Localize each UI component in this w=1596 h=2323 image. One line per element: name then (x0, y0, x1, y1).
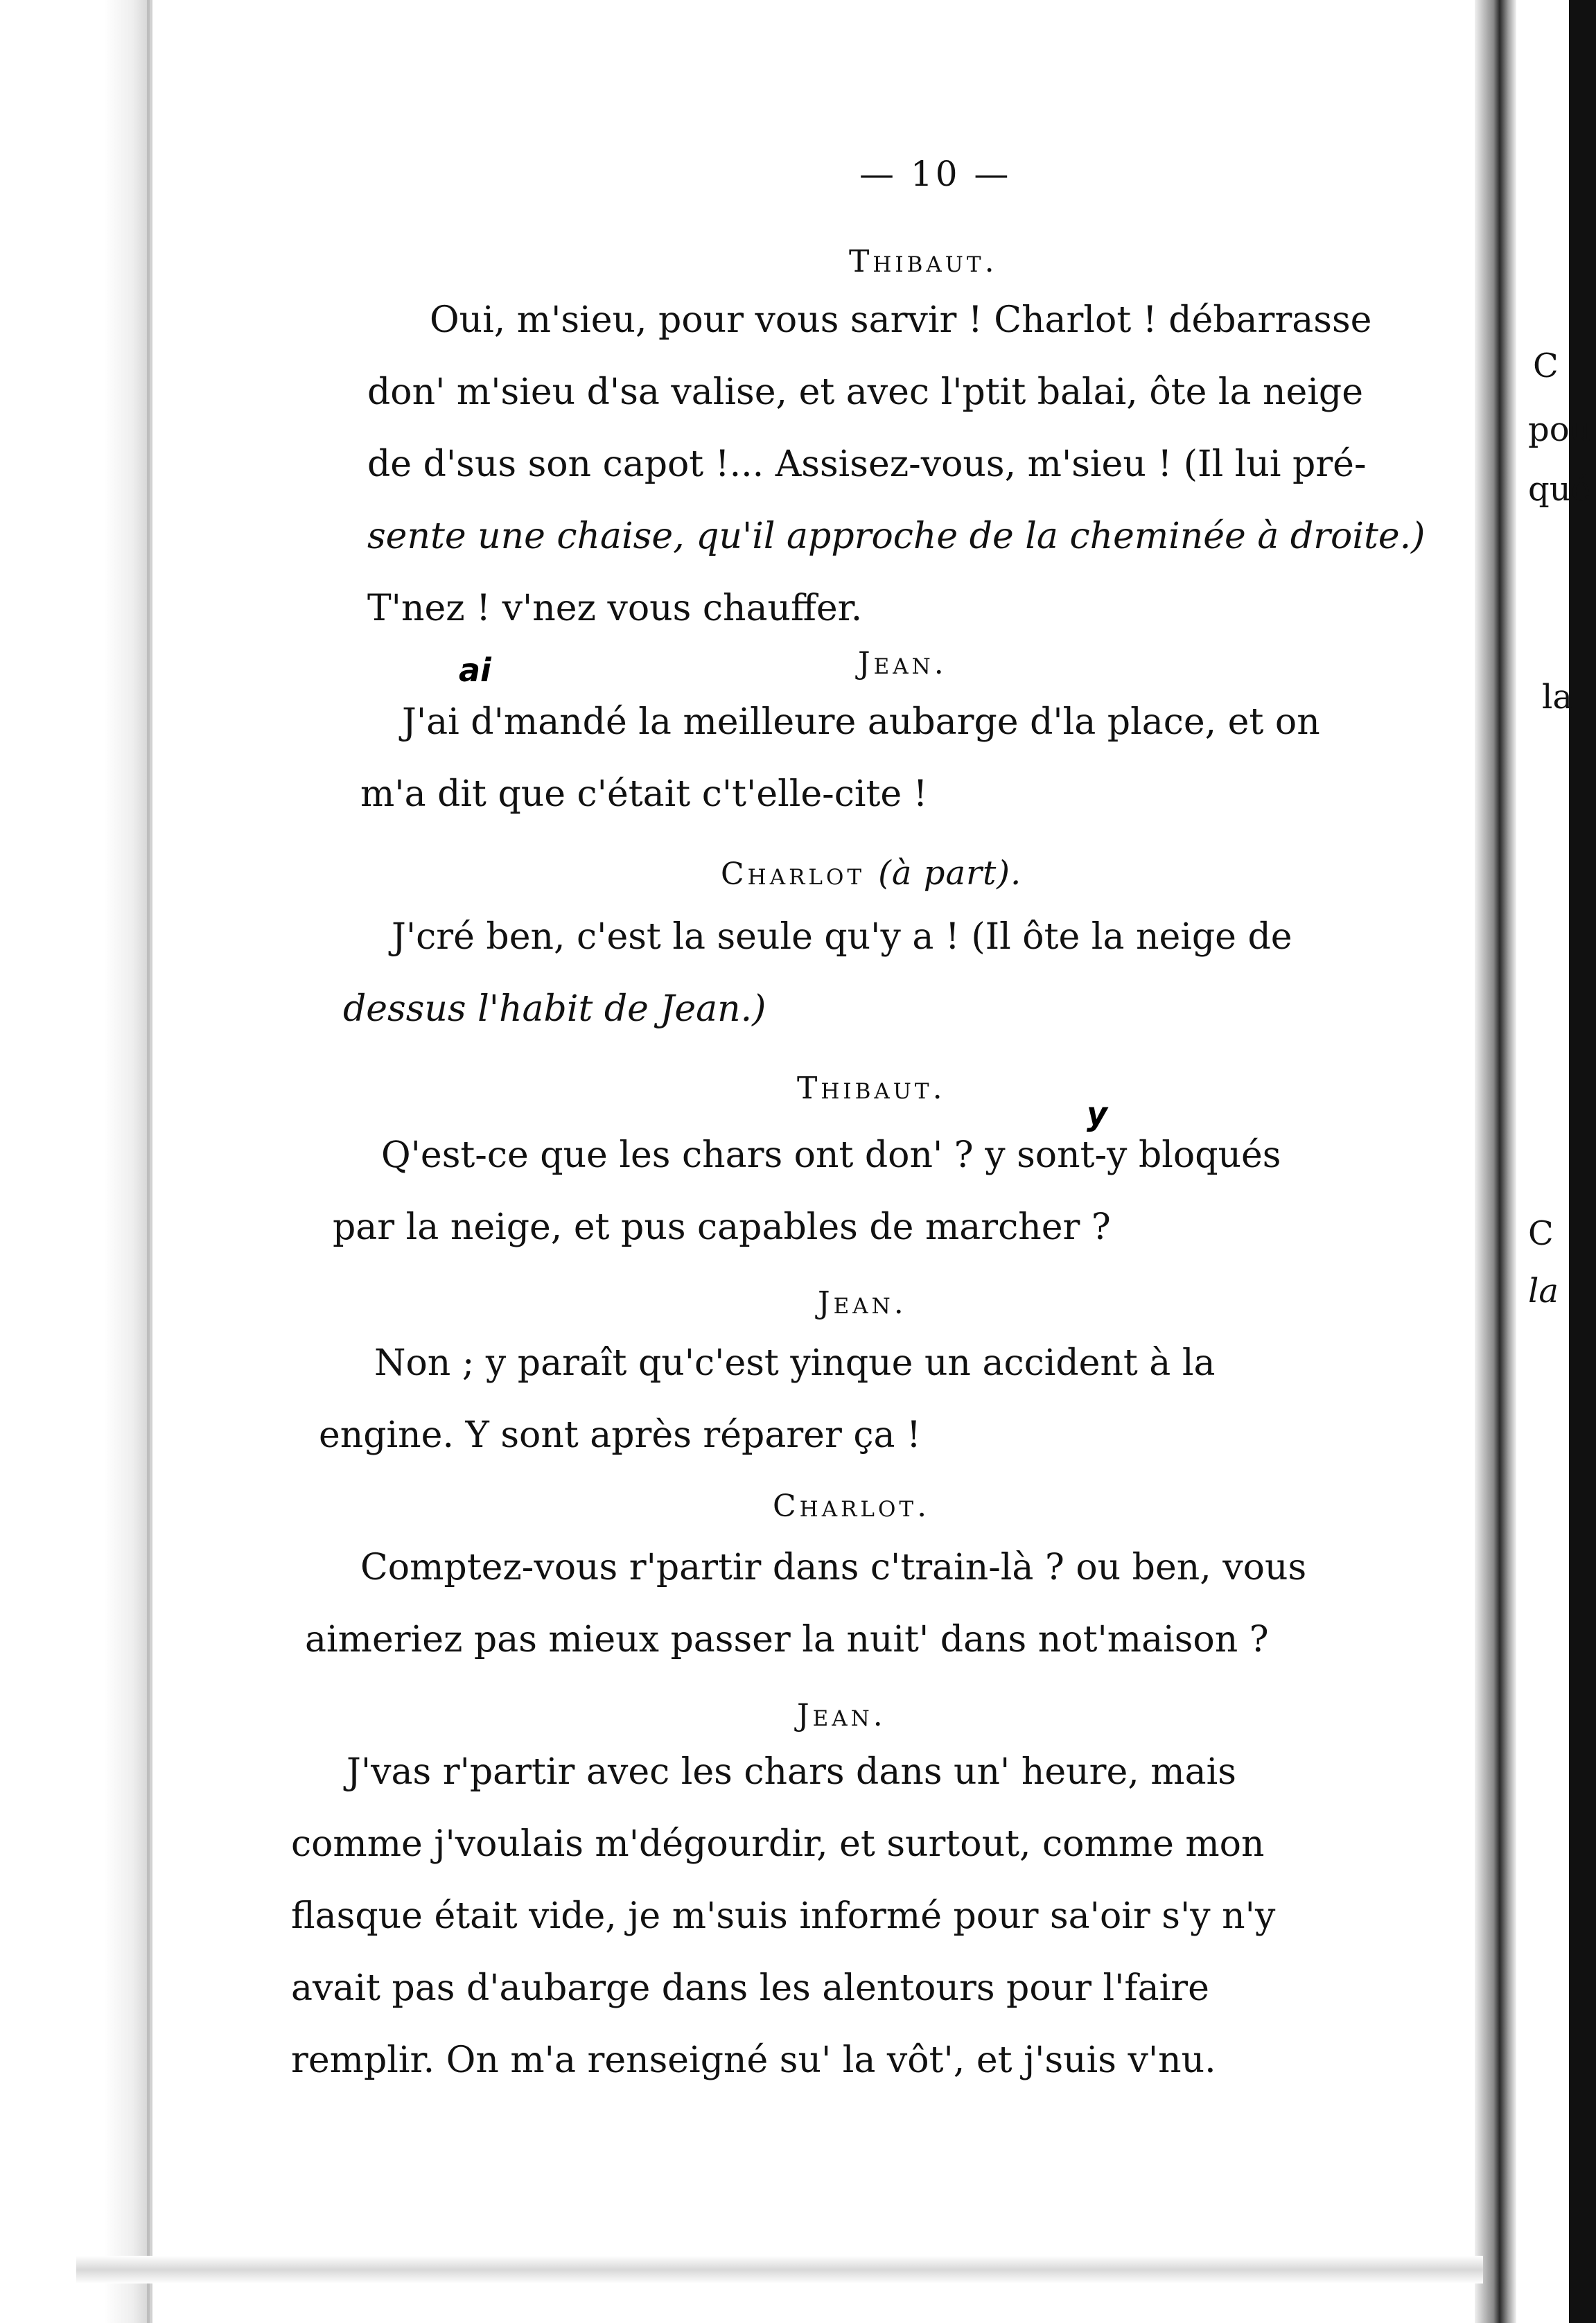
adjacent-page-fragment: pou (1528, 410, 1591, 449)
speaker-name: Charlot. (773, 1489, 931, 1524)
dialogue-line: Oui, m'sieu, pour vous sarvir ! Charlot ! débarrasse (430, 299, 1372, 341)
dialogue-line: Non ; y paraît qu'c'est yinque un accident à la (374, 1342, 1216, 1384)
dialogue-paragraph (367, 284, 1480, 645)
page-gutter (1475, 0, 1516, 2323)
dialogue-paragraph (291, 1736, 1400, 2096)
scan-border-right (1569, 0, 1596, 2323)
dialogue-paragraph (360, 686, 1459, 830)
speaker-name (721, 854, 1021, 893)
speaker-name: Jean. (818, 1286, 907, 1321)
speaker-name-text: Charlot (721, 857, 866, 892)
adjacent-page-fragment: C (1533, 347, 1559, 385)
speaker-name: Thibaut. (797, 1071, 946, 1106)
dialogue-line: engine. Y sont après réparer ça ! (319, 1414, 921, 1456)
dialogue-line: comme j'voulais m'dégourdir, et surtout, comme mon (291, 1823, 1265, 1865)
dialogue-line: remplir. On m'a renseigné su' la vôt', et j'suis v'nu. (291, 2040, 1216, 2081)
binding-edge (147, 0, 150, 2323)
dialogue-line: par la neige, et pus capables de marcher ? (333, 1207, 1111, 1248)
adjacent-page-fragment: qué (1528, 470, 1591, 509)
dialogue-line: de d'sus son capot !... Assisez-vous, m'sieu ! (Il lui pré- (367, 444, 1367, 485)
binding-shadow (104, 0, 152, 2323)
speaker-direction: (à part). (878, 854, 1022, 893)
speaker-name: Thibaut. (849, 244, 998, 279)
adjacent-page-fragment: la (1542, 678, 1572, 717)
dialogue-line: avait pas d'aubarge dans les alentours pour l'faire (291, 1967, 1209, 2009)
adjacent-page-fragment: la (1528, 1272, 1559, 1310)
speaker-name: Jean. (797, 1698, 886, 1733)
handwritten-correction: ai (459, 651, 491, 689)
dialogue-line: Q'est-ce que les chars ont don' ? y sont-y bloqués (381, 1134, 1281, 1176)
dialogue-line: don' m'sieu d'sa valise, et avec l'ptit balai, ôte la neige (367, 371, 1363, 413)
stage-direction-line: dessus l'habit de Jean.) (343, 988, 766, 1030)
speaker-name: Jean. (858, 646, 947, 681)
dialogue-line: J'cré ben, c'est la seule qu'y a ! (Il ôte la neige de (392, 916, 1292, 958)
scan-margin-left (0, 0, 82, 2323)
dialogue-line: m'a dit que c'était c't'elle-cite ! (360, 773, 928, 815)
handwritten-correction: y (1087, 1095, 1107, 1132)
dialogue-line: Comptez-vous r'partir dans c'train-là ? ou ben, vous (360, 1547, 1307, 1588)
dialogue-line: T'nez ! v'nez vous chauffer. (367, 588, 863, 629)
page-bottom-edge (76, 2256, 1483, 2283)
dialogue-paragraph (319, 1327, 1421, 1471)
dialogue-paragraph (333, 1119, 1441, 1263)
stage-direction-line: sente une chaise, qu'il approche de la cheminée à droite.) (367, 516, 1426, 557)
page-number: — 10 — (859, 154, 1012, 194)
dialogue-line: aimeriez pas mieux passer la nuit' dans not'maison ? (305, 1619, 1269, 1660)
dialogue-paragraph (305, 1532, 1407, 1676)
dialogue-line: flasque était vide, je m'suis informé pour sa'oir s'y n'y (291, 1895, 1276, 1937)
dialogue-line: J'vas r'partir avec les chars dans un' heure, mais (347, 1751, 1236, 1793)
dialogue-paragraph (343, 901, 1452, 1045)
dialogue-line: J'ai d'mandé la meilleure aubarge d'la place, et on (402, 701, 1320, 743)
adjacent-page-fragment: C (1528, 1214, 1554, 1253)
